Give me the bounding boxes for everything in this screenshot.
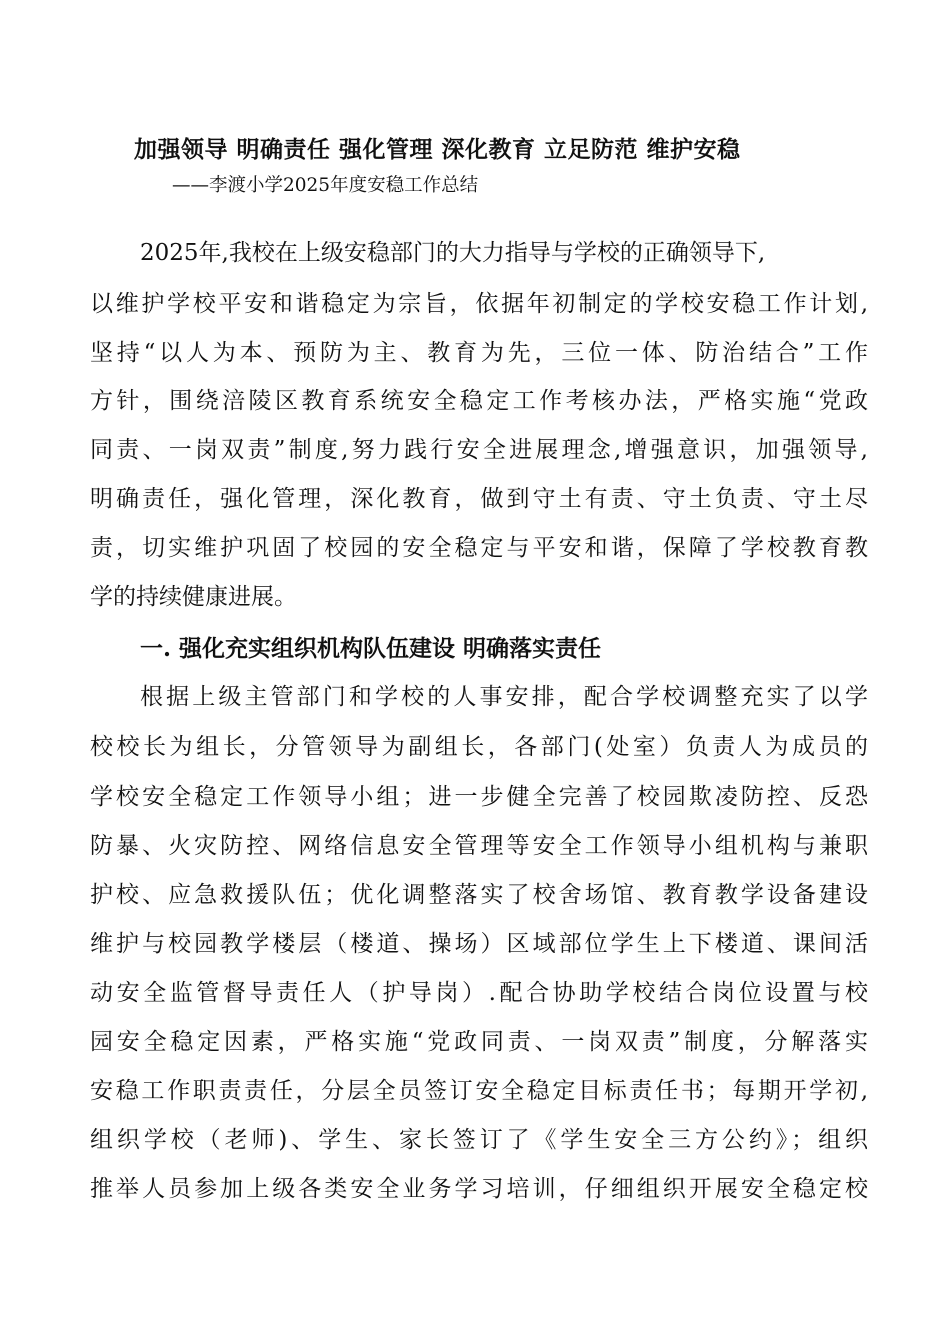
paragraph-line: 护校、应急救援队伍；优化调整落实了校舍场馆、教育教学设备建设 (90, 882, 868, 908)
paragraph-line: 坚持“以人为本、预防为主、教育为先，三位一体、防治结合”工作 (90, 340, 868, 366)
paragraph-line: 学校安全稳定工作领导小组；进一步健全完善了校园欺凌防控、反恐 (90, 784, 868, 810)
paragraph-line: 根据上级主管部门和学校的人事安排，配合学校调整充实了以学 (140, 684, 868, 710)
paragraph-line: 维护与校园教学楼层（楼道、操场）区域部位学生上下楼道、课间活 (90, 931, 868, 957)
paragraph-line: 校校长为组长，分管领导为副组长，各部门(处室）负责人为成员的 (90, 734, 868, 760)
paragraph-line: 安稳工作职责责任，分层全员签订安全稳定目标责任书；每期开学初, (90, 1078, 868, 1104)
paragraph-line: 责，切实维护巩固了校园的安全稳定与平安和谐，保障了学校教育教 (90, 535, 868, 561)
paragraph-line: 以维护学校平安和谐稳定为宗旨，依据年初制定的学校安稳工作计划, (90, 291, 868, 317)
paragraph-line: 组织学校（老师)、学生、家长签订了《学生安全三方公约》；组织 (90, 1127, 868, 1153)
paragraph-line: 动安全监管督导责任人（护导岗）.配合协助学校结合岗位设置与校 (90, 980, 868, 1006)
paragraph-line: 方针，围绕涪陵区教育系统安全稳定工作考核办法，严格实施“党政 (90, 388, 868, 414)
paragraph-line: 园安全稳定因素，严格实施“党政同责、一岗双责”制度，分解落实 (90, 1029, 868, 1055)
paragraph-line: 2025年,我校在上级安稳部门的大力指导与学校的正确领导下, (140, 240, 766, 266)
paragraph-line: 明确责任，强化管理，深化教育，做到守土有责、守土负责、守土尽 (90, 486, 868, 512)
paragraph-line: 推举人员参加上级各类安全业务学习培训，仔细组织开展安全稳定校 (90, 1176, 868, 1202)
document-subtitle: ——李渡小学2025年度安稳工作总结 (172, 175, 479, 196)
section-heading: 一. 强化充实组织机构队伍建设 明确落实责任 (140, 635, 602, 662)
paragraph-line: 学的持续健康进展。 (90, 584, 297, 610)
paragraph-line: 同责、一岗双责”制度,努力践行安全进展理念,增强意识，加强领导, (90, 437, 868, 463)
paragraph-line: 防暴、火灾防控、网络信息安全管理等安全工作领导小组机构与兼职 (90, 833, 868, 859)
document-title: 加强领导 明确责任 强化管理 深化教育 立足防范 维护安稳 (134, 136, 741, 163)
